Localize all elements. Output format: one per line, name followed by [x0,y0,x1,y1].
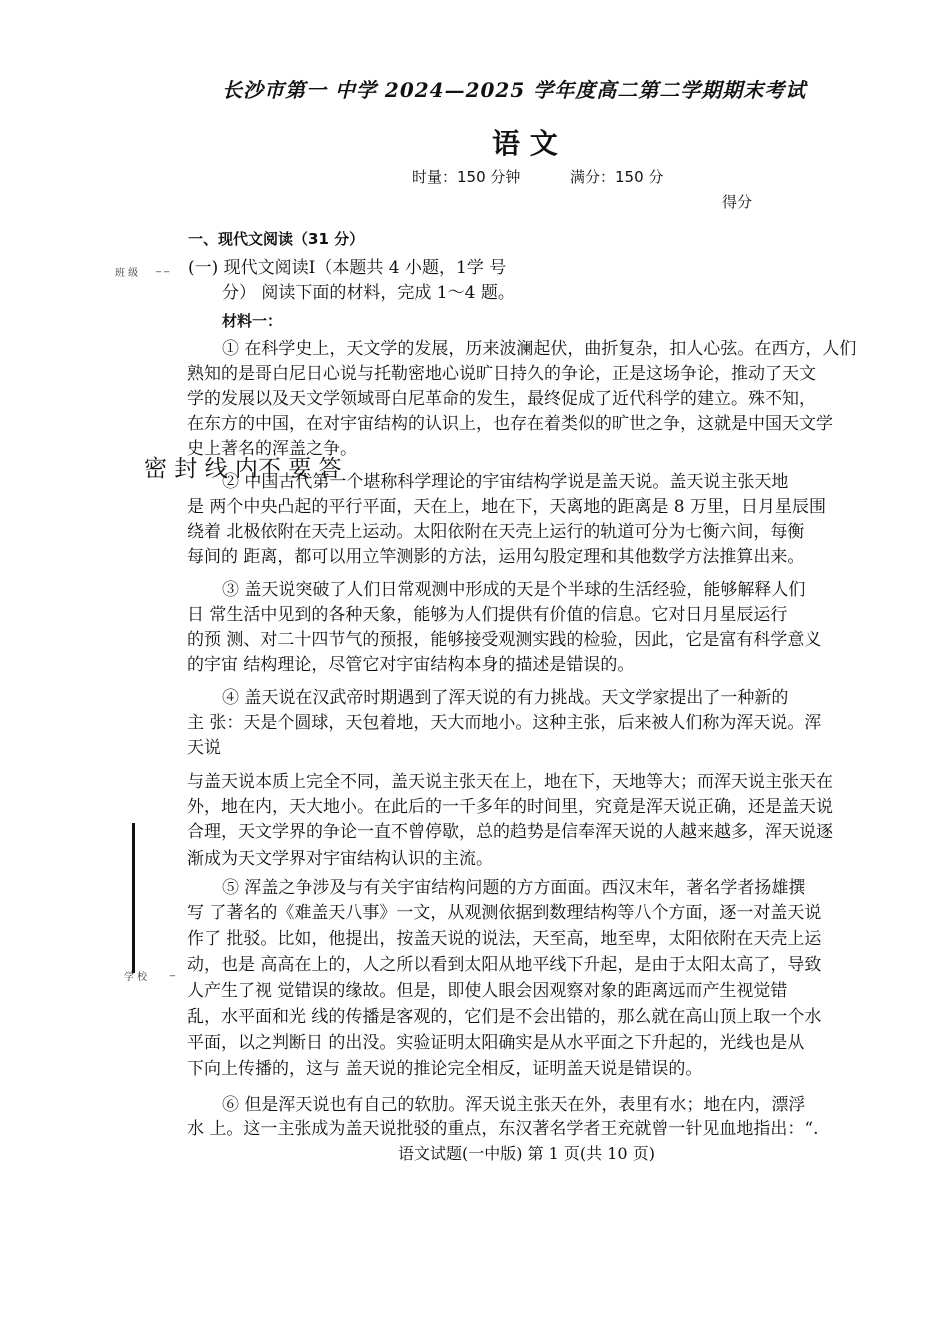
p4b-line: 渐成为天文学界对宇宙结构认识的主流。 [187,849,493,869]
class-blank: _ _ [156,262,170,273]
full-score-label: 满分：150 分 [570,168,664,186]
school-blank: _ [170,966,175,977]
p6-line: ⑥ 但是浑天说也有自己的软肋。浑天说主张天在外，表里有水；地在内，漂浮 [222,1095,806,1115]
p4b-line: 外，地在内，天大地小。在此后的一千多年的时间里，究竟是浑天说正确，还是盖天说 [187,797,833,817]
material-label: 材料一： [222,312,283,330]
p5-line: 作了 批驳。比如，他提出，按盖天说的说法，天至高，地至卑，太阳依附在天壳上运 [187,929,822,949]
p5-line: 平面，以之判断日 的出没。实验证明太阳确实是从水平面之下升起的，光线也是从 [187,1033,805,1053]
class-label: 班 级 [115,268,139,279]
score-label: 得分 [722,193,753,211]
p1-line: 学的发展以及天文学领域哥白尼革命的发生，最终促成了近代科学的建立。殊不知， [187,389,816,409]
p5-line: 乱，水平面和光 线的传播是客观的，它们是不会出错的，那么就在高山顶上取一个水 [187,1007,822,1027]
binding-rule [132,823,135,973]
p1-line: 在东方的中国，在对宇宙结构的认识上，也存在着类似的旷世之争，这就是中国天文学 [187,414,833,434]
p6-line: 水 上。这一主张成为盖天说批驳的重点，东汉著名学者王充就曾一针见血地指出：“. [187,1119,819,1139]
p1-line: ① 在科学史上，天文学的发展，历来波澜起伏，曲折复杂，扣人心弦。在西方，人们 [222,339,857,359]
p3-line: 的宇宙 结构理论，尽管它对宇宙结构本身的描述是错误的。 [187,655,635,675]
p5-line: 下向上传播的，这与 盖天说的推论完全相反，证明盖天说是错误的。 [187,1059,703,1079]
p1-line: 熟知的是哥白尼日心说与托勒密地心说旷日持久的争论，正是这场争论，推动了天文 [187,364,816,384]
p5-line: 动，也是 高高在上的，人之所以看到太阳从地平线下升起，是由于太阳太高了，导致 [187,955,822,975]
p2-line: 是 两个中央凸起的平行平面，天在上，地在下，天离地的距离是 8 万里，日月星辰围 [187,497,827,517]
section-heading: 一、现代文阅读（31 分） [188,230,365,248]
subject-title: 语 文 [492,127,558,160]
p5-line: 写 了著名的《难盖天八事》一文，从观测依据到数理结构等八个方面，逐一对盖天说 [187,903,822,923]
p5-line: ⑤ 浑盖之争涉及与有关宇宙结构问题的方方面面。西汉末年，著名学者扬雄撰 [222,878,806,898]
p3-line: ③ 盖天说突破了人们日常观测中形成的天是个半球的生活经验，能够解释人们 [222,580,806,600]
p1-line: 史上著名的浑盖之争。 [187,439,357,459]
exam-title: 长沙市第一 中学 2024—2025 学年度高二第二学期期末考试 [222,78,807,102]
p4-line: 主 张：天是个圆球，天包着地，天大而地小。这种主张，后来被人们称为浑天说。浑 [187,713,822,733]
p4-line: 天说 [187,738,221,758]
p2-line: ② 中国古代第一个堪称科学理论的宇宙结构学说是盖天说。盖天说主张天地 [222,472,789,492]
p4b-line: 与盖天说本质上完全不同，盖天说主张天在上，地在下，天地等大；而浑天说主张天在 [187,772,833,792]
p3-line: 的预 测、对二十四节气的预报，能够接受观测实践的检验，因此，它是富有科学意义 [187,630,822,650]
sub-heading-line1: (一) 现代文阅读Ⅰ（本题共 4 小题，1学 号 [188,258,507,278]
time-label: 时量：150 分钟 [412,168,521,186]
p2-line: 每间的 距离，都可以用立竿测影的方法，运用勾股定理和其他数学方法推算出来。 [187,547,805,567]
p2-line: 绕着 北极依附在天壳上运动。太阳依附在天壳上运行的轨道可分为七衡六间，每衡 [187,522,805,542]
binding-notice: 密 封 线 内不 要 答 [144,456,342,482]
p4-line: ④ 盖天说在汉武帝时期遇到了浑天说的有力挑战。天文学家提出了一种新的 [222,688,789,708]
p5-line: 人产生了视 觉错误的缘故。但是，即使人眼会因观察对象的距离远而产生视觉错 [187,981,788,1001]
p3-line: 日 常生活中见到的各种天象，能够为人们提供有价值的信息。它对日月星辰运行 [187,605,788,625]
page-footer: 语文试题(一中版) 第 1 页(共 10 页) [398,1144,655,1163]
p4b-line: 合理，天文学界的争论一直不曾停歇，总的趋势是信奉浑天说的人越来越多，浑天说逐 [187,822,833,842]
school-label: 学 校 [124,972,148,983]
sub-heading-line2: 分） 阅读下面的材料，完成 1～4 题。 [222,283,515,303]
